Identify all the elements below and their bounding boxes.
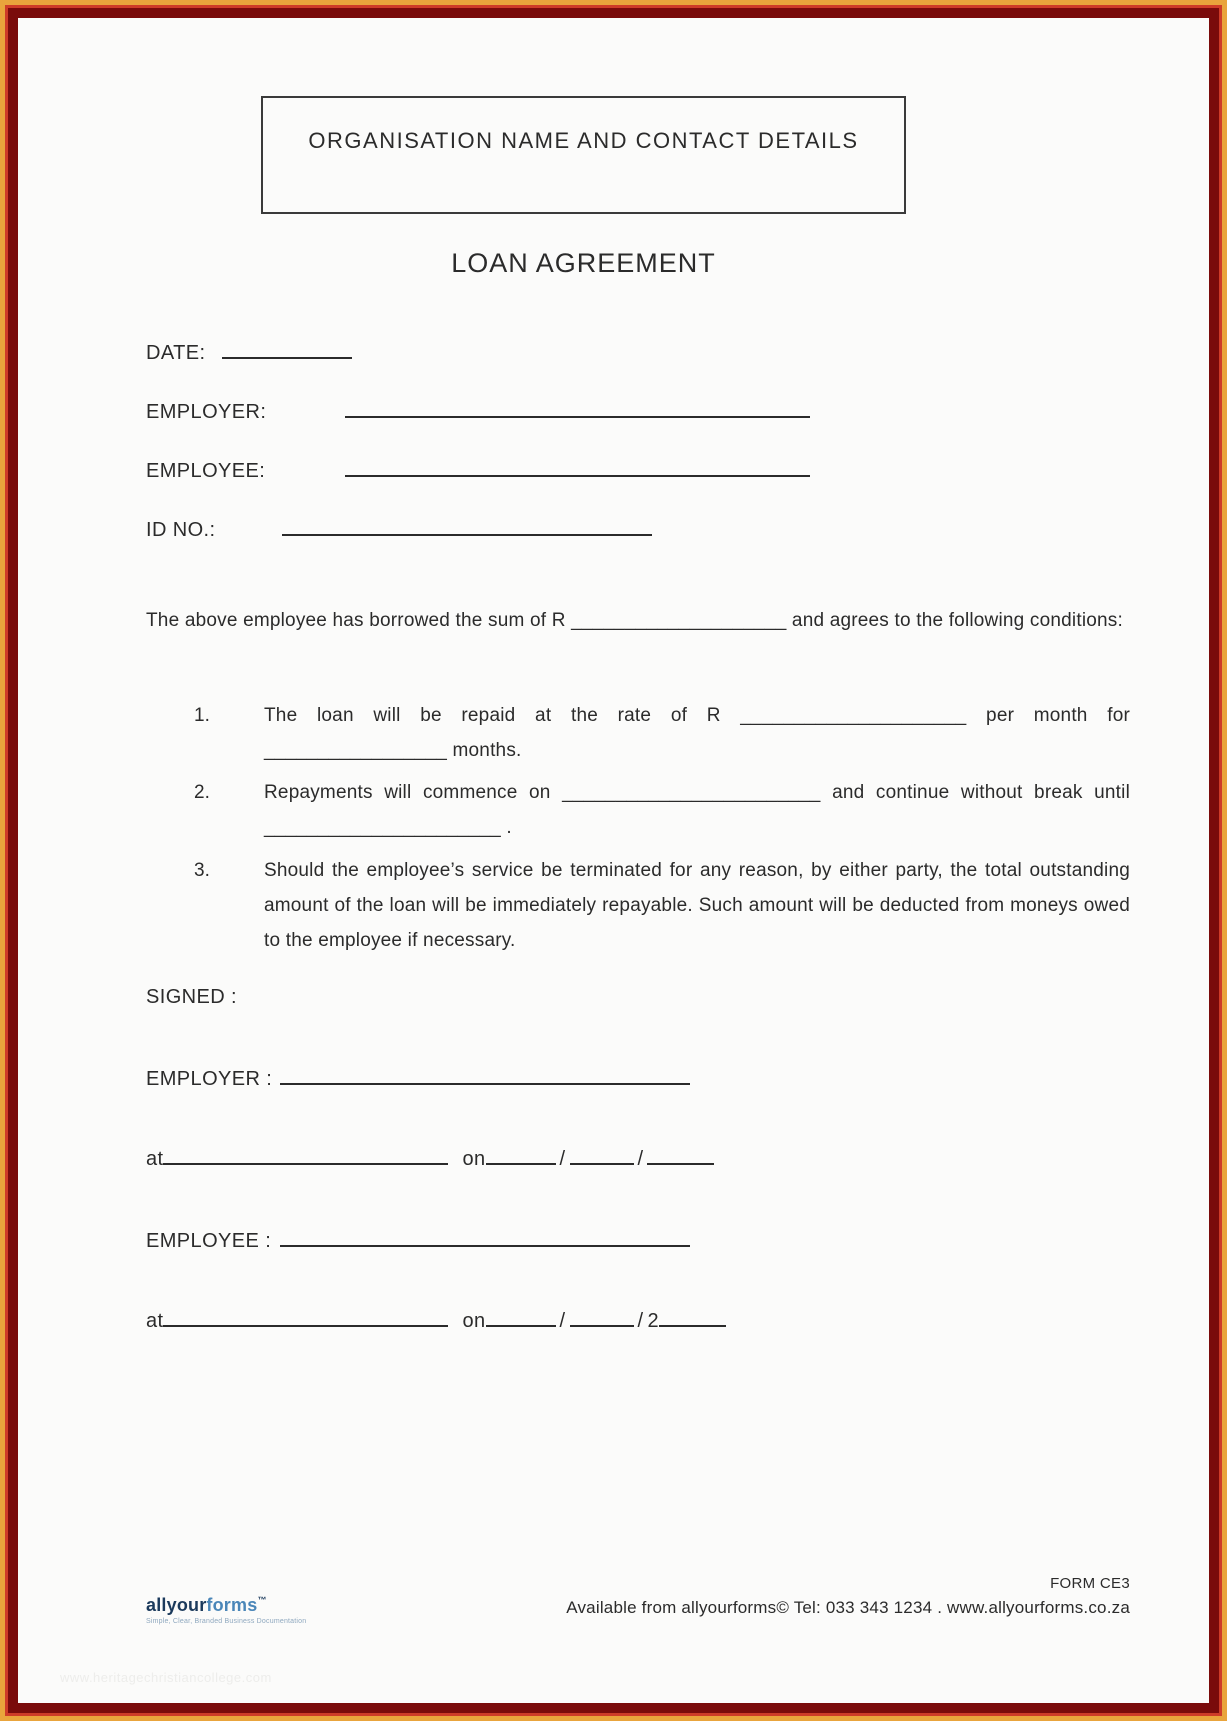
form-code: FORM CE3 [1050,1575,1130,1592]
employer-place-line[interactable] [163,1143,448,1165]
signed-label: SIGNED : [146,986,237,1008]
employer-date-month-line[interactable] [570,1143,634,1165]
organisation-box-text: ORGANISATION NAME AND CONTACT DETAILS [308,128,859,153]
availability-text: Available from allyourforms© Tel: 033 343 1234 . www.allyourforms.co.za [566,1598,1130,1617]
employee-signature-label: EMPLOYEE : [146,1230,272,1252]
employer-date-day-line[interactable] [486,1143,556,1165]
idno-blank-line[interactable] [282,514,652,536]
employer-signature-label: EMPLOYER : [146,1068,273,1090]
idno-label: ID NO.: [146,519,216,541]
condition-item-2 [194,775,1130,845]
condition-text: Repayments will commence on ________________________ and continue without break until ______________________ . [264,782,1130,839]
employee-date-month-line[interactable] [570,1305,634,1327]
employee-date-day-line[interactable] [486,1305,556,1327]
condition-number: 3. [194,859,210,881]
employer-field-row [146,396,1130,424]
logo-tagline: Simple, Clear, Branded Business Documentation [146,1618,307,1625]
footer-right-block [566,1575,1130,1618]
employer-signature-row [146,1063,1130,1091]
date-slash: / [559,1310,566,1332]
on-label: on [462,1148,486,1170]
employer-date-year-line[interactable] [647,1143,714,1165]
watermark-text: www.heritagechristiancollege.com [60,1670,272,1685]
logo-text-forms: forms [206,1595,258,1615]
employee-place-line[interactable] [163,1305,448,1327]
employee-signature-row [146,1225,1130,1253]
employer-signature-line[interactable] [280,1063,690,1085]
employee-date-year-line[interactable] [659,1305,726,1327]
document-title: LOAN AGREEMENT [451,248,716,278]
conditions-list [146,698,1130,958]
at-label: at [146,1148,164,1170]
employee-field-row [146,455,1130,483]
date-slash: / [637,1148,644,1170]
employee-label: EMPLOYEE: [146,460,266,482]
date-blank-line[interactable] [222,337,352,359]
on-label: on [462,1310,486,1332]
employer-label: EMPLOYER: [146,401,267,423]
condition-number: 1. [194,705,210,727]
employee-blank-line[interactable] [345,455,810,477]
employee-signature-line[interactable] [280,1225,690,1247]
page-footer [146,1575,1130,1625]
condition-text: The loan will be repaid at the rate of R _____________________ per month for _________________ months. [264,705,1130,762]
date-label: DATE: [146,342,206,364]
organisation-details-box [261,96,906,214]
header-fields [146,337,1130,542]
idno-field-row [146,514,1130,542]
employer-date-place-row [146,1143,1130,1171]
date-slash: / [559,1148,566,1170]
year-prefix: 2 [647,1310,659,1332]
date-slash: / [637,1310,644,1332]
condition-text: Should the employee’s service be terminated for any reason, by either party, the total outstanding amount of the loan will be immediately repayable. Such amount will be deducted from moneys owed to the employee if necessary. [264,859,1130,951]
intro-paragraph: The above employee has borrowed the sum of R ____________________ and agrees to the following conditions: [146,610,1123,631]
trademark-mark: ™ [257,1595,267,1605]
logo-wordmark [146,1595,306,1616]
allyourforms-logo [146,1595,306,1625]
page-border-inner [8,8,1219,1713]
logo-text-allyour: allyour [146,1595,207,1615]
condition-item-3 [194,853,1130,958]
condition-item-1 [194,698,1130,768]
employee-date-place-row [146,1305,1130,1333]
page-border-mid [5,5,1222,1716]
at-label: at [146,1310,164,1332]
document-page [18,18,1209,1703]
condition-number: 2. [194,782,210,804]
employer-blank-line[interactable] [345,396,810,418]
date-field-row [146,337,1130,365]
